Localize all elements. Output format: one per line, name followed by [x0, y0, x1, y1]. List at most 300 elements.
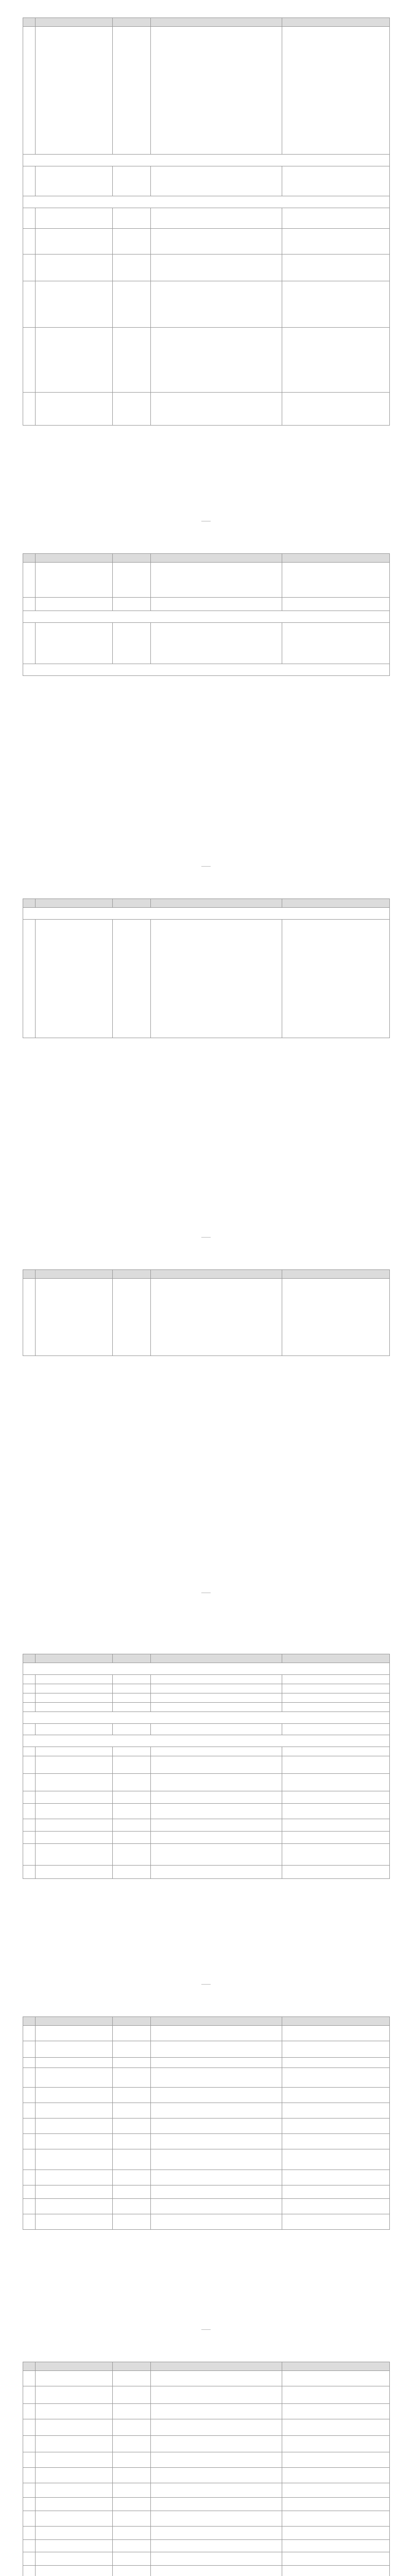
item-table — [23, 2016, 390, 2230]
cell-name — [36, 2026, 113, 2041]
cell-level — [113, 2436, 151, 2452]
cell-name — [36, 2371, 113, 2386]
cell-basis — [151, 2068, 282, 2088]
cell-index — [23, 2483, 36, 2498]
table-header-row — [23, 554, 390, 563]
cell-basis — [151, 2058, 282, 2068]
cell-note — [282, 563, 390, 598]
cell-note — [282, 2119, 390, 2134]
cell-name — [36, 2527, 113, 2540]
cell-basis — [151, 208, 282, 229]
cell-level — [113, 2199, 151, 2214]
cell-level — [113, 2119, 151, 2134]
cell-index — [23, 393, 36, 426]
cell-index — [23, 2511, 36, 2527]
column-header-name — [36, 1270, 113, 1279]
cell-level — [113, 2498, 151, 2511]
column-header-basis — [151, 18, 282, 27]
cell-basis — [151, 1819, 282, 1832]
cell-basis — [151, 2041, 282, 2058]
section-heading — [23, 908, 390, 920]
table-row — [23, 1747, 390, 1756]
document-title — [23, 1630, 388, 1642]
cell-basis — [151, 1703, 282, 1712]
cell-note — [282, 1279, 390, 1356]
cell-level — [113, 255, 151, 281]
cell-level — [113, 1684, 151, 1693]
cell-note — [282, 1832, 390, 1844]
cell-note — [282, 2371, 390, 2386]
cell-note — [282, 2436, 390, 2452]
column-header-level — [113, 1270, 151, 1279]
cell-level — [113, 2149, 151, 2170]
cell-index — [23, 2386, 36, 2404]
cell-name — [36, 2386, 113, 2404]
cell-index — [23, 2058, 36, 2068]
table-row — [23, 1693, 390, 1703]
column-header-level — [113, 899, 151, 908]
cell-index — [23, 623, 36, 664]
cell-note — [282, 2026, 390, 2041]
table-row — [23, 2088, 390, 2103]
column-header-level — [113, 1654, 151, 1663]
cell-level — [113, 920, 151, 1038]
cell-index — [23, 1684, 36, 1693]
cell-index — [23, 2566, 36, 2576]
cell-name — [36, 2088, 113, 2103]
cell-basis — [151, 166, 282, 196]
cell-level — [113, 2511, 151, 2527]
cell-level — [113, 2026, 151, 2041]
cell-index — [23, 2552, 36, 2566]
cell-index — [23, 1747, 36, 1756]
column-header-index — [23, 1654, 36, 1663]
cell-basis — [151, 2404, 282, 2419]
cell-index — [23, 2068, 36, 2088]
column-header-note — [282, 1654, 390, 1663]
cell-level — [113, 2134, 151, 2149]
table-row — [23, 2552, 390, 2566]
column-header-level — [113, 18, 151, 27]
cell-index — [23, 2103, 36, 2119]
cell-name — [36, 1675, 113, 1684]
cell-index — [23, 2026, 36, 2041]
cell-note — [282, 2419, 390, 2436]
cell-note — [282, 2498, 390, 2511]
cell-name — [36, 166, 113, 196]
table-row — [23, 2527, 390, 2540]
table-row — [23, 920, 390, 1038]
cell-name — [36, 1804, 113, 1819]
cell-index — [23, 281, 36, 328]
cell-basis — [151, 1724, 282, 1735]
cell-level — [113, 2214, 151, 2230]
table-row — [23, 1774, 390, 1791]
document-page — [0, 1252, 412, 1607]
cell-level — [113, 1724, 151, 1735]
cell-index — [23, 255, 36, 281]
cell-basis — [151, 2483, 282, 2498]
cell-name — [36, 393, 113, 426]
cell-note — [282, 598, 390, 611]
cell-note — [282, 2386, 390, 2404]
cell-basis — [151, 2540, 282, 2552]
cell-index — [23, 2199, 36, 2214]
table-row — [23, 1819, 390, 1832]
cell-index — [23, 2371, 36, 2386]
cell-basis — [151, 2566, 282, 2576]
cell-basis — [151, 920, 282, 1038]
cell-name — [36, 1684, 113, 1693]
cell-basis — [151, 1844, 282, 1866]
table-row — [23, 2498, 390, 2511]
cell-level — [113, 2371, 151, 2386]
section-heading — [23, 664, 390, 676]
cell-name — [36, 2058, 113, 2068]
cell-name — [36, 2170, 113, 2185]
table-row — [23, 1724, 390, 1735]
cell-note — [282, 2134, 390, 2149]
table-row — [23, 2103, 390, 2119]
table-row — [23, 2134, 390, 2149]
cell-level — [113, 1866, 151, 1879]
cell-level — [113, 328, 151, 393]
cell-note — [282, 2511, 390, 2527]
cell-name — [36, 2540, 113, 2552]
cell-name — [36, 229, 113, 255]
table-row — [23, 393, 390, 426]
cell-note — [282, 2452, 390, 2468]
cell-note — [282, 2088, 390, 2103]
column-header-basis — [151, 2017, 282, 2026]
cell-name — [36, 623, 113, 664]
cell-name — [36, 281, 113, 328]
cell-basis — [151, 328, 282, 393]
page-number — [0, 1981, 412, 1987]
cell-name — [36, 1866, 113, 1879]
column-header-name — [36, 18, 113, 27]
cell-basis — [151, 1791, 282, 1804]
column-header-index — [23, 554, 36, 563]
cell-level — [113, 2088, 151, 2103]
cell-name — [36, 1693, 113, 1703]
cell-level — [113, 166, 151, 196]
table-row — [23, 2566, 390, 2576]
column-header-note — [282, 1270, 390, 1279]
table-row — [23, 2371, 390, 2386]
cell-index — [23, 2149, 36, 2170]
cell-level — [113, 623, 151, 664]
cell-note — [282, 2185, 390, 2199]
section-heading-row — [23, 155, 390, 166]
cell-level — [113, 1791, 151, 1804]
cell-name — [36, 2566, 113, 2576]
cell-note — [282, 208, 390, 229]
column-header-note — [282, 2017, 390, 2026]
cell-index — [23, 166, 36, 196]
cell-name — [36, 1756, 113, 1774]
item-table — [23, 899, 390, 1038]
cell-index — [23, 2134, 36, 2149]
document-page — [0, 0, 412, 536]
section-heading-row — [23, 1712, 390, 1724]
cell-level — [113, 2452, 151, 2468]
table-row — [23, 563, 390, 598]
item-table — [23, 553, 390, 676]
cell-level — [113, 1832, 151, 1844]
cell-level — [113, 1819, 151, 1832]
section-heading-row — [23, 1663, 390, 1675]
cell-name — [36, 1774, 113, 1791]
column-header-index — [23, 1270, 36, 1279]
cell-basis — [151, 2371, 282, 2386]
cell-note — [282, 328, 390, 393]
cell-index — [23, 2119, 36, 2134]
cell-level — [113, 1844, 151, 1866]
cell-basis — [151, 2199, 282, 2214]
document-page — [0, 1607, 412, 1999]
cell-basis — [151, 2498, 282, 2511]
cell-basis — [151, 563, 282, 598]
cell-basis — [151, 1774, 282, 1791]
cell-index — [23, 1844, 36, 1866]
cell-basis — [151, 2419, 282, 2436]
cell-basis — [151, 2170, 282, 2185]
item-table — [23, 2362, 390, 2576]
cell-level — [113, 1703, 151, 1712]
cell-note — [282, 2214, 390, 2230]
cell-name — [36, 27, 113, 155]
cell-index — [23, 2170, 36, 2185]
cell-level — [113, 1804, 151, 1819]
cell-basis — [151, 1279, 282, 1356]
cell-level — [113, 2170, 151, 2185]
cell-basis — [151, 1832, 282, 1844]
cell-basis — [151, 2134, 282, 2149]
table-row — [23, 598, 390, 611]
cell-note — [282, 1747, 390, 1756]
cell-note — [282, 2199, 390, 2214]
table-row — [23, 2026, 390, 2041]
section-heading — [23, 1663, 390, 1675]
cell-note — [282, 2404, 390, 2419]
section-heading — [23, 1712, 390, 1724]
cell-basis — [151, 1684, 282, 1693]
section-heading-row — [23, 611, 390, 623]
table-row — [23, 2214, 390, 2230]
cell-level — [113, 2527, 151, 2540]
table-row — [23, 229, 390, 255]
cell-basis — [151, 2026, 282, 2041]
table-row — [23, 1675, 390, 1684]
table-row — [23, 2386, 390, 2404]
cell-note — [282, 1684, 390, 1693]
column-header-level — [113, 2017, 151, 2026]
cell-index — [23, 2419, 36, 2436]
cell-index — [23, 1832, 36, 1844]
column-header-note — [282, 18, 390, 27]
column-header-level — [113, 2362, 151, 2371]
section-heading-row — [23, 1735, 390, 1747]
cell-name — [36, 920, 113, 1038]
page-number — [0, 1234, 412, 1240]
cell-note — [282, 623, 390, 664]
column-header-name — [36, 554, 113, 563]
cell-note — [282, 255, 390, 281]
table-row — [23, 2436, 390, 2452]
cell-basis — [151, 2103, 282, 2119]
cell-name — [36, 1832, 113, 1844]
column-header-index — [23, 2017, 36, 2026]
cell-name — [36, 1819, 113, 1832]
cell-index — [23, 208, 36, 229]
cell-index — [23, 1279, 36, 1356]
cell-basis — [151, 2185, 282, 2199]
table-header-row — [23, 1270, 390, 1279]
cell-name — [36, 2419, 113, 2436]
cell-note — [282, 1819, 390, 1832]
table-header-row — [23, 2017, 390, 2026]
cell-name — [36, 2452, 113, 2468]
cell-name — [36, 1747, 113, 1756]
cell-note — [282, 1866, 390, 1879]
table-row — [23, 623, 390, 664]
cell-index — [23, 1804, 36, 1819]
section-heading — [23, 1735, 390, 1747]
column-header-name — [36, 2017, 113, 2026]
cell-basis — [151, 2119, 282, 2134]
cell-name — [36, 1844, 113, 1866]
table-row — [23, 1791, 390, 1804]
section-heading — [23, 611, 390, 623]
table-row — [23, 328, 390, 393]
cell-name — [36, 2552, 113, 2566]
cell-name — [36, 1791, 113, 1804]
cell-name — [36, 2041, 113, 2058]
cell-index — [23, 2498, 36, 2511]
cell-note — [282, 2058, 390, 2068]
column-header-index — [23, 899, 36, 908]
page-number — [0, 518, 412, 523]
column-header-note — [282, 554, 390, 563]
column-header-name — [36, 1654, 113, 1663]
cell-index — [23, 2404, 36, 2419]
cell-basis — [151, 2436, 282, 2452]
cell-level — [113, 1675, 151, 1684]
cell-note — [282, 2041, 390, 2058]
cell-note — [282, 1756, 390, 1774]
cell-basis — [151, 2386, 282, 2404]
cell-index — [23, 1756, 36, 1774]
cell-index — [23, 1866, 36, 1879]
cell-level — [113, 393, 151, 426]
column-header-index — [23, 2362, 36, 2371]
cell-basis — [151, 255, 282, 281]
cell-level — [113, 2404, 151, 2419]
cell-basis — [151, 281, 282, 328]
cell-basis — [151, 229, 282, 255]
cell-note — [282, 2566, 390, 2576]
cell-note — [282, 1693, 390, 1703]
cell-level — [113, 208, 151, 229]
cell-name — [36, 2149, 113, 2170]
cell-index — [23, 563, 36, 598]
column-header-name — [36, 2362, 113, 2371]
column-header-level — [113, 554, 151, 563]
document-page — [0, 1999, 412, 2344]
cell-name — [36, 328, 113, 393]
table-row — [23, 2419, 390, 2436]
table-row — [23, 281, 390, 328]
table-row — [23, 2119, 390, 2134]
page-number — [0, 863, 412, 869]
table-row — [23, 2540, 390, 2552]
cell-note — [282, 2103, 390, 2119]
table-row — [23, 1844, 390, 1866]
table-row — [23, 166, 390, 196]
cell-index — [23, 229, 36, 255]
section-heading — [23, 196, 390, 208]
table-row — [23, 2468, 390, 2483]
cell-basis — [151, 2149, 282, 2170]
table-header-row — [23, 899, 390, 908]
cell-level — [113, 27, 151, 155]
cell-level — [113, 2566, 151, 2576]
cell-level — [113, 2058, 151, 2068]
cell-basis — [151, 1804, 282, 1819]
document-page — [0, 2344, 412, 2576]
cell-index — [23, 1819, 36, 1832]
column-header-note — [282, 2362, 390, 2371]
table-row — [23, 255, 390, 281]
cell-basis — [151, 2468, 282, 2483]
cell-basis — [151, 1747, 282, 1756]
cell-name — [36, 2134, 113, 2149]
cell-basis — [151, 2527, 282, 2540]
column-header-basis — [151, 1270, 282, 1279]
section-heading-row — [23, 908, 390, 920]
cell-index — [23, 920, 36, 1038]
cell-name — [36, 2214, 113, 2230]
column-header-basis — [151, 2362, 282, 2371]
cell-level — [113, 1756, 151, 1774]
cell-index — [23, 2540, 36, 2552]
cell-name — [36, 208, 113, 229]
table-row — [23, 2058, 390, 2068]
cell-name — [36, 2468, 113, 2483]
cell-index — [23, 2041, 36, 2058]
cell-level — [113, 2103, 151, 2119]
cell-name — [36, 2511, 113, 2527]
cell-note — [282, 1703, 390, 1712]
cell-note — [282, 27, 390, 155]
cell-level — [113, 1279, 151, 1356]
cell-index — [23, 2452, 36, 2468]
cell-index — [23, 2214, 36, 2230]
cell-basis — [151, 2511, 282, 2527]
cell-name — [36, 2103, 113, 2119]
cell-basis — [151, 1756, 282, 1774]
cell-note — [282, 1724, 390, 1735]
column-header-name — [36, 899, 113, 908]
table-row — [23, 1684, 390, 1693]
cell-name — [36, 1703, 113, 1712]
cell-index — [23, 328, 36, 393]
table-row — [23, 2511, 390, 2527]
cell-index — [23, 1675, 36, 1684]
cell-note — [282, 2540, 390, 2552]
cell-index — [23, 27, 36, 155]
